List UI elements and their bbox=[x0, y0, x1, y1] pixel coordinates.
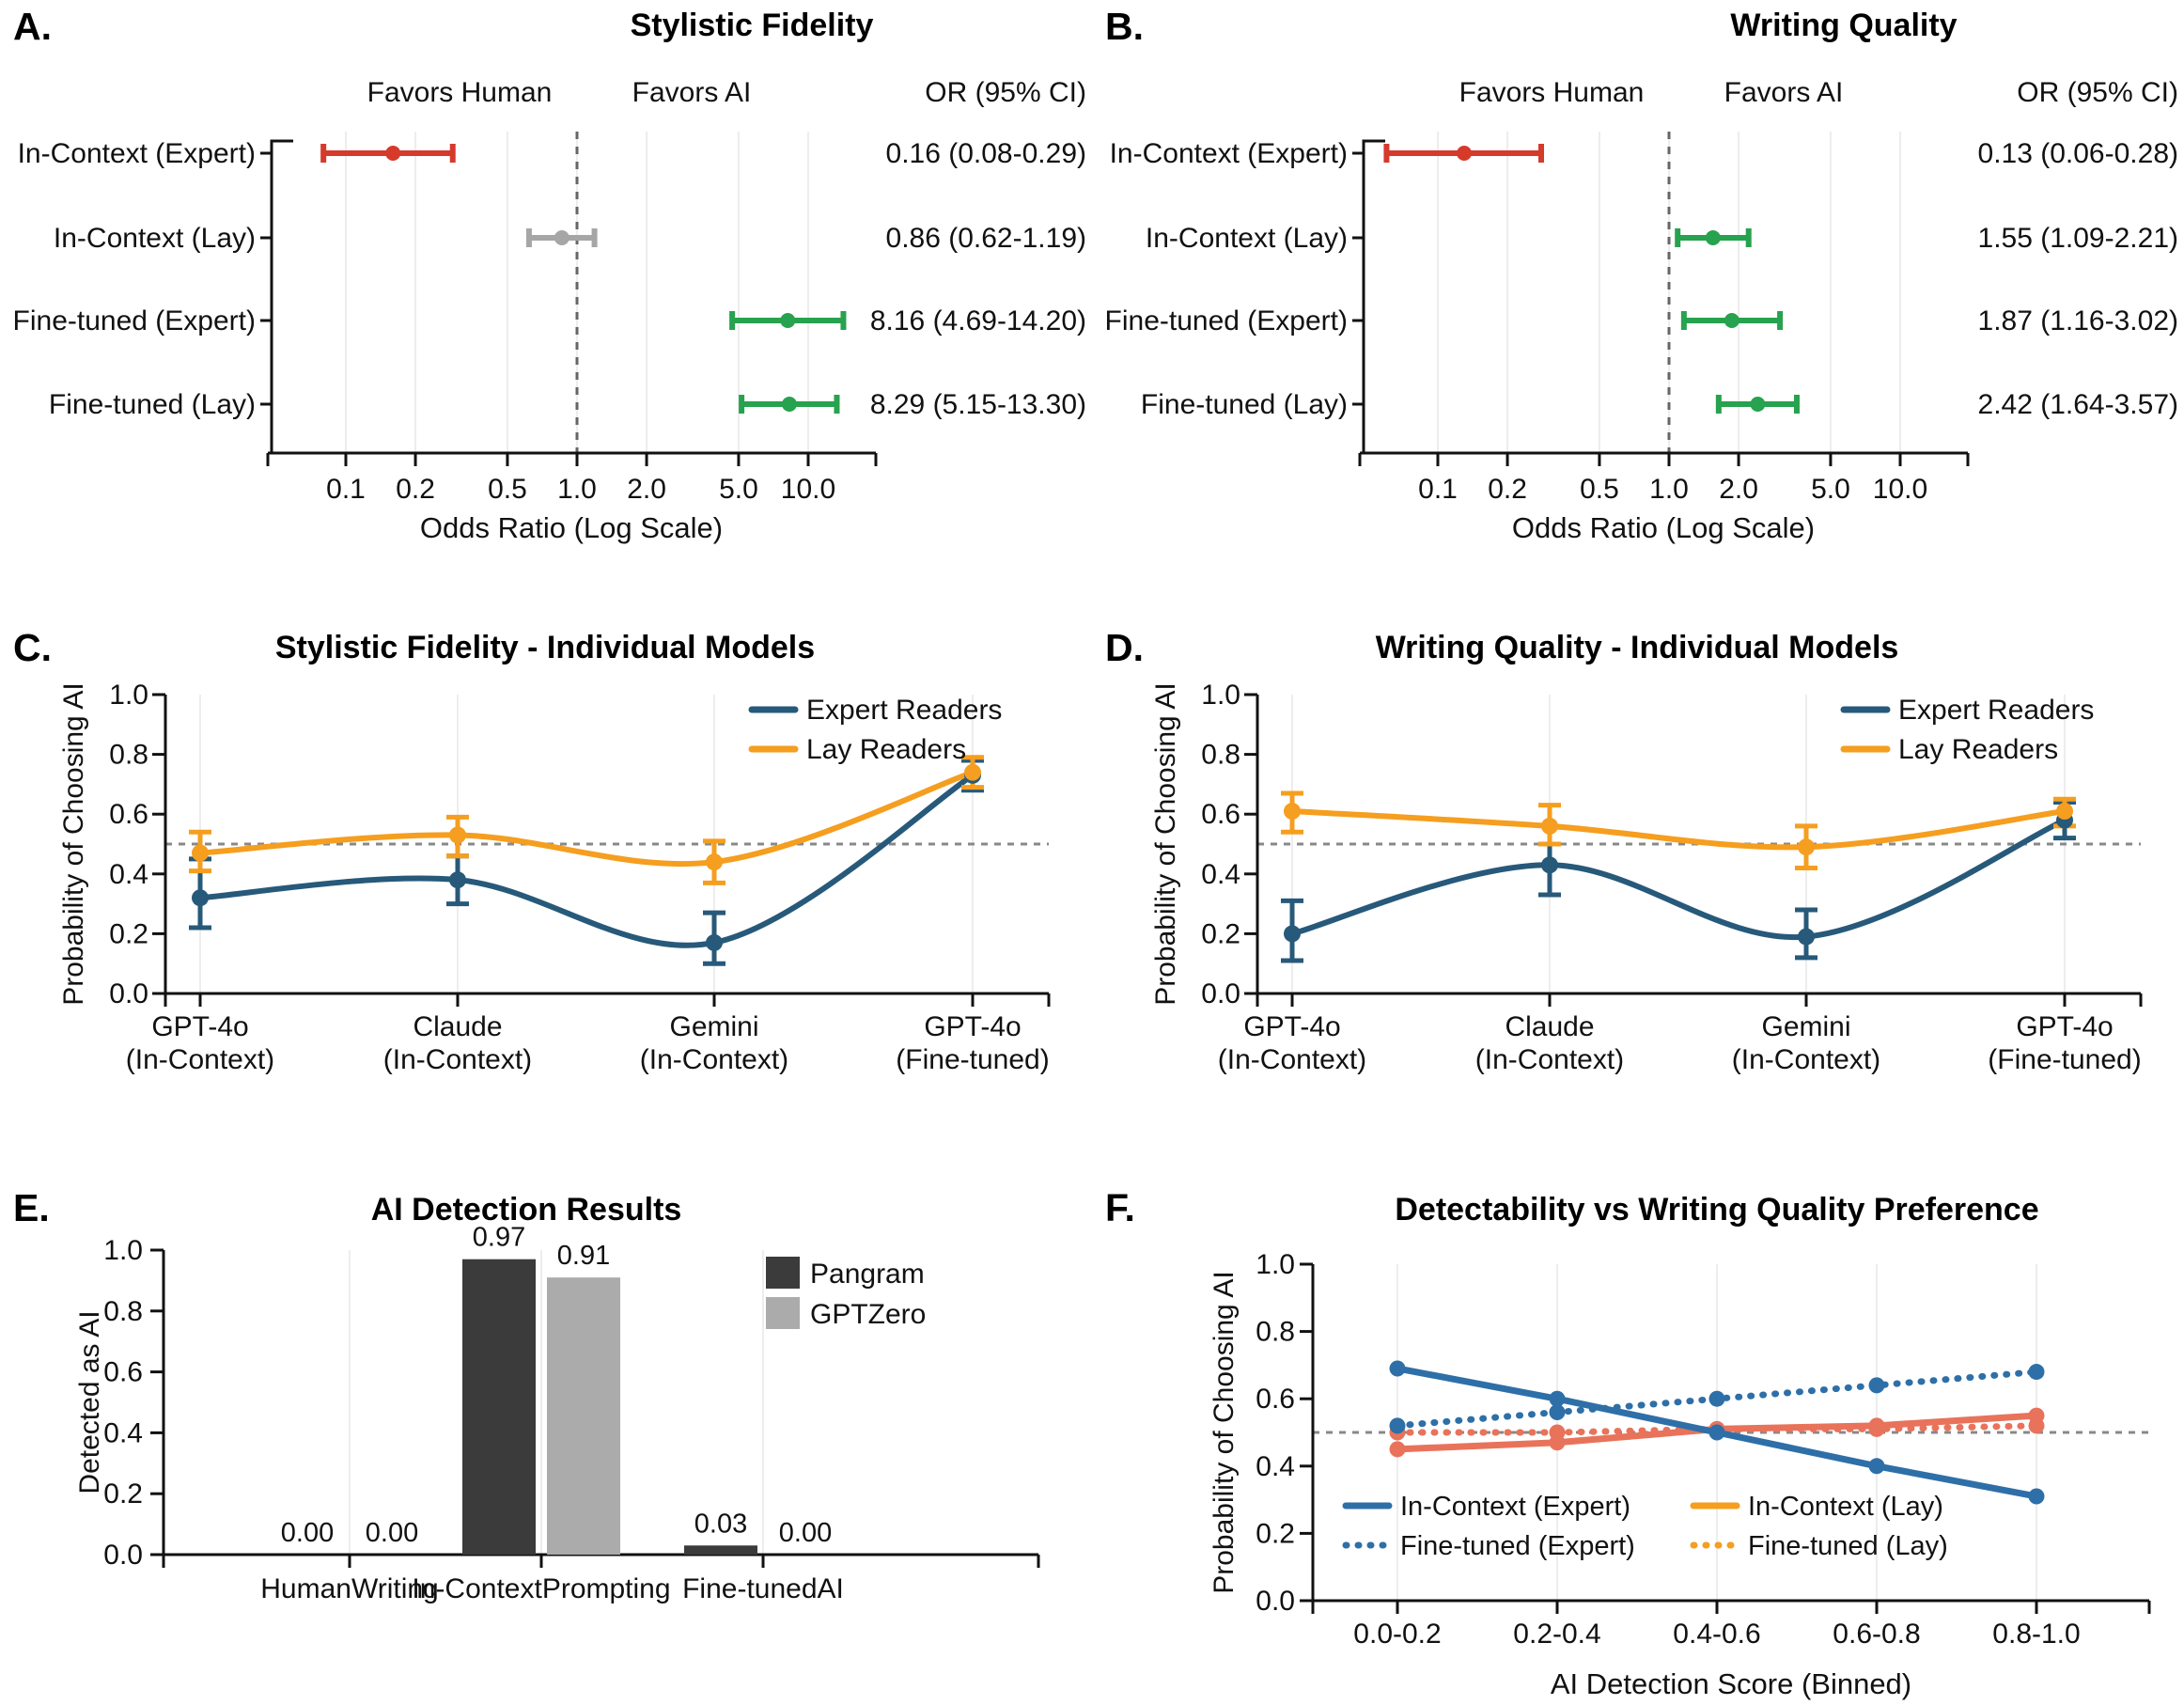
panel-letter-f: F. bbox=[1105, 1186, 1135, 1229]
legend-swatch bbox=[766, 1297, 800, 1329]
category-label: Gemini bbox=[669, 1011, 759, 1042]
y-tick-label: 0.0 bbox=[1256, 1586, 1295, 1617]
data-point bbox=[1869, 1377, 1885, 1393]
x-tick-label: 5.0 bbox=[719, 474, 758, 505]
forest-row bbox=[49, 389, 1086, 420]
category-label: (In-Context) bbox=[1731, 1044, 1881, 1075]
panel-c bbox=[0, 611, 1092, 1133]
data-point bbox=[1869, 1458, 1885, 1474]
legend bbox=[766, 1257, 926, 1330]
y-tick-label: 0.0 bbox=[109, 978, 148, 1009]
or-value: 1.87 (1.16-3.02) bbox=[1977, 305, 2178, 336]
x-tick-label: 2.0 bbox=[627, 474, 666, 505]
x-axis-label: AI Detection Score (Binned) bbox=[1550, 1667, 1912, 1700]
y-tick-label: 0.4 bbox=[109, 858, 148, 890]
bar-gptzero bbox=[547, 1277, 620, 1555]
data-point bbox=[192, 889, 209, 906]
line-chart-stylistic-fidelity-models bbox=[0, 611, 1092, 1133]
x-tick-label: 0.2 bbox=[1488, 474, 1527, 505]
row-label: In-Context (Lay) bbox=[53, 223, 256, 254]
data-point bbox=[2056, 803, 2073, 820]
data-point bbox=[2029, 1489, 2045, 1505]
forest-row bbox=[1110, 138, 2178, 169]
y-tick-label: 1.0 bbox=[1201, 680, 1240, 711]
data-point bbox=[1541, 818, 1558, 835]
data-point bbox=[706, 853, 723, 870]
category-label: GPT-4o bbox=[2016, 1011, 2114, 1042]
or-ci-header: OR (95% CI) bbox=[925, 77, 1086, 108]
bar-pangram bbox=[462, 1259, 536, 1555]
data-point bbox=[449, 871, 466, 888]
legend-label: Lay Readers bbox=[806, 734, 967, 765]
legend-label: Expert Readers bbox=[806, 695, 1003, 726]
forest-row bbox=[1105, 305, 2178, 336]
legend-label: Fine-tuned (Expert) bbox=[1400, 1531, 1635, 1561]
data-point bbox=[1709, 1425, 1725, 1441]
legend-label: Pangram bbox=[810, 1259, 925, 1290]
x-tick-label: 10.0 bbox=[1872, 474, 1928, 505]
data-point bbox=[1798, 929, 1815, 946]
data-point bbox=[1541, 856, 1558, 873]
data-point bbox=[964, 764, 981, 781]
category-label: (Fine-tuned) bbox=[896, 1044, 1050, 1075]
bar-value-label: 0.00 bbox=[365, 1518, 419, 1548]
row-label: In-Context (Lay) bbox=[1145, 223, 1348, 254]
panel-letter-d: D. bbox=[1105, 626, 1144, 669]
forest-row bbox=[1141, 389, 2178, 420]
data-point bbox=[192, 845, 209, 862]
x-tick-label: 0.5 bbox=[1580, 474, 1619, 505]
x-tick-label: 5.0 bbox=[1811, 474, 1850, 505]
panel-letter-e: E. bbox=[13, 1186, 50, 1229]
legend-label: In-Context (Expert) bbox=[1400, 1492, 1630, 1522]
panel-letter-c: C. bbox=[13, 626, 52, 669]
x-tick-label: 0.5 bbox=[488, 474, 527, 505]
x-tick-label: 0.1 bbox=[326, 474, 366, 505]
or-value: 0.16 (0.08-0.29) bbox=[885, 138, 1086, 169]
or-value: 0.13 (0.06-0.28) bbox=[1977, 138, 2178, 169]
data-point bbox=[1550, 1434, 1566, 1450]
y-axis-label: Detected as AI bbox=[74, 1310, 105, 1494]
data-point bbox=[1390, 1441, 1406, 1457]
y-tick-label: 0.2 bbox=[1256, 1518, 1295, 1550]
bin-label: 0.6-0.8 bbox=[1833, 1619, 1921, 1650]
x-tick-label: 2.0 bbox=[1719, 474, 1758, 505]
legend bbox=[1844, 695, 2094, 765]
y-tick-label: 0.8 bbox=[1201, 739, 1240, 771]
series-line bbox=[200, 773, 973, 864]
panel-title-d: Writing Quality - Individual Models bbox=[1375, 630, 1899, 665]
y-tick-label: 0.4 bbox=[103, 1417, 143, 1449]
category-label: Fine-tunedAI bbox=[682, 1573, 844, 1604]
panel-title-e: AI Detection Results bbox=[370, 1192, 682, 1228]
or-value: 8.29 (5.15-13.30) bbox=[869, 389, 1086, 420]
y-axis-label: Probability of Choosing AI bbox=[58, 682, 89, 1006]
panel-title-c: Stylistic Fidelity - Individual Models bbox=[274, 630, 816, 665]
panel-title-a: Stylistic Fidelity bbox=[630, 8, 874, 43]
y-tick-label: 0.8 bbox=[103, 1295, 143, 1327]
bar-value-label: 0.00 bbox=[280, 1518, 335, 1548]
x-axis-label: Odds Ratio (Log Scale) bbox=[419, 511, 724, 544]
bar-value-label: 0.00 bbox=[778, 1518, 833, 1548]
category-label: (In-Context) bbox=[1217, 1044, 1367, 1075]
data-point bbox=[1798, 838, 1815, 855]
legend-label: In-Context (Lay) bbox=[1748, 1492, 1943, 1522]
or-value: 0.86 (0.62-1.19) bbox=[885, 223, 1086, 254]
row-axis-bracket bbox=[1364, 141, 1385, 453]
y-tick-label: 0.6 bbox=[109, 799, 148, 831]
y-tick-label: 1.0 bbox=[103, 1235, 143, 1266]
panel-letter-a: A. bbox=[13, 5, 52, 48]
y-tick-label: 0.0 bbox=[103, 1540, 143, 1571]
binned-line-chart-detectability bbox=[1092, 1137, 2184, 1705]
y-tick-label: 0.6 bbox=[1201, 799, 1240, 831]
or-point bbox=[1750, 397, 1765, 412]
bin-label: 0.2-0.4 bbox=[1513, 1619, 1601, 1650]
series-line bbox=[200, 775, 973, 946]
y-tick-label: 0.6 bbox=[1256, 1384, 1295, 1416]
series-expert-readers bbox=[189, 760, 984, 963]
forest-chart-stylistic-fidelity bbox=[0, 0, 1092, 606]
bar-value-label: 0.03 bbox=[694, 1509, 748, 1540]
legend-label: GPTZero bbox=[810, 1299, 927, 1330]
series-expert-readers bbox=[1281, 802, 2076, 961]
or-ci-header: OR (95% CI) bbox=[2017, 77, 2178, 108]
or-point bbox=[780, 313, 795, 328]
panel-d bbox=[1092, 611, 2184, 1133]
x-tick-label: 0.1 bbox=[1418, 474, 1458, 505]
panel-a bbox=[0, 0, 1092, 606]
category-label: Gemini bbox=[1761, 1011, 1851, 1042]
category-label: (In-Context) bbox=[125, 1044, 275, 1075]
x-tick-label: 0.2 bbox=[396, 474, 435, 505]
y-tick-label: 0.0 bbox=[1201, 978, 1240, 1009]
bar-value-label: 0.97 bbox=[472, 1222, 526, 1253]
or-value: 1.55 (1.09-2.21) bbox=[1977, 223, 2178, 254]
legend-swatch bbox=[766, 1257, 800, 1289]
legend-label: Fine-tuned (Lay) bbox=[1748, 1531, 1948, 1561]
x-tick-label: 10.0 bbox=[780, 474, 836, 505]
data-point bbox=[1284, 803, 1301, 820]
x-tick-label: 1.0 bbox=[1649, 474, 1689, 505]
or-point bbox=[1706, 230, 1721, 245]
favors-human-header: Favors Human bbox=[367, 77, 553, 108]
forest-row bbox=[13, 305, 1086, 336]
data-point bbox=[1709, 1391, 1725, 1407]
data-point bbox=[706, 934, 723, 951]
panel-title-b: Writing Quality bbox=[1730, 8, 1958, 43]
panel-title-f: Detectability vs Writing Quality Preference bbox=[1395, 1192, 2039, 1228]
favors-ai-header: Favors AI bbox=[1724, 77, 1844, 108]
data-point bbox=[1390, 1360, 1406, 1376]
row-label: In-Context (Expert) bbox=[1109, 138, 1348, 169]
or-point bbox=[1457, 146, 1472, 161]
row-label: In-Context (Expert) bbox=[17, 138, 256, 169]
data-point bbox=[1550, 1391, 1566, 1407]
y-tick-label: 1.0 bbox=[1256, 1249, 1295, 1280]
legend-label: Expert Readers bbox=[1898, 695, 2095, 726]
y-tick-label: 0.8 bbox=[109, 739, 148, 771]
bin-label: 0.0-0.2 bbox=[1353, 1619, 1442, 1650]
category-label: (In-Context) bbox=[382, 1044, 533, 1075]
y-tick-label: 0.8 bbox=[1256, 1316, 1295, 1348]
data-point bbox=[2029, 1408, 2045, 1424]
y-tick-label: 0.4 bbox=[1201, 858, 1240, 890]
row-label: Fine-tuned (Expert) bbox=[1104, 305, 1348, 336]
or-point bbox=[385, 146, 400, 161]
category-label: In-ContextPrompting bbox=[412, 1573, 671, 1604]
row-label: Fine-tuned (Lay) bbox=[1140, 389, 1348, 420]
or-value: 2.42 (1.64-3.57) bbox=[1977, 389, 2178, 420]
y-axis-label: Probability of Choosing AI bbox=[1209, 1271, 1240, 1594]
series-lay-readers bbox=[189, 758, 984, 884]
category-label: (Fine-tuned) bbox=[1988, 1044, 2142, 1075]
x-axis-label: Odds Ratio (Log Scale) bbox=[1511, 511, 1816, 544]
forest-row bbox=[18, 138, 1086, 169]
line-chart-writing-quality-models bbox=[1092, 611, 2184, 1133]
row-label: Fine-tuned (Expert) bbox=[12, 305, 256, 336]
y-axis-label: Probability of Choosing AI bbox=[1150, 682, 1181, 1006]
legend bbox=[752, 695, 1002, 765]
y-tick-label: 0.2 bbox=[1201, 918, 1240, 950]
y-tick-label: 0.4 bbox=[1256, 1450, 1295, 1482]
series-lay-readers bbox=[1281, 793, 2076, 868]
data-point bbox=[1869, 1417, 1885, 1433]
category-label: (In-Context) bbox=[1474, 1044, 1625, 1075]
forest-chart-writing-quality bbox=[1092, 0, 2184, 606]
bar-pangram bbox=[684, 1545, 757, 1555]
bar-chart-ai-detection bbox=[0, 1137, 1092, 1705]
category-label: Claude bbox=[1505, 1011, 1595, 1042]
bin-label: 0.4-0.6 bbox=[1673, 1619, 1761, 1650]
row-axis-bracket bbox=[272, 141, 293, 453]
category-label: (In-Context) bbox=[639, 1044, 789, 1075]
legend-label: Lay Readers bbox=[1898, 734, 2059, 765]
favors-ai-header: Favors AI bbox=[632, 77, 752, 108]
or-point bbox=[782, 397, 797, 412]
y-tick-label: 0.6 bbox=[103, 1356, 143, 1388]
or-value: 8.16 (4.69-14.20) bbox=[869, 305, 1086, 336]
category-label: GPT-4o bbox=[924, 1011, 1022, 1042]
panel-f bbox=[1092, 1137, 2184, 1705]
panel-letter-b: B. bbox=[1105, 5, 1144, 48]
favors-human-header: Favors Human bbox=[1459, 77, 1645, 108]
legend bbox=[1346, 1492, 1948, 1561]
category-label: GPT-4o bbox=[151, 1011, 249, 1042]
data-point bbox=[1284, 925, 1301, 942]
forest-row bbox=[54, 223, 1086, 254]
series-line bbox=[1292, 811, 2065, 847]
category-label: GPT-4o bbox=[1243, 1011, 1341, 1042]
bin-label: 0.8-1.0 bbox=[1992, 1619, 2081, 1650]
category-label: Claude bbox=[413, 1011, 503, 1042]
data-point bbox=[449, 826, 466, 843]
or-point bbox=[1724, 313, 1739, 328]
bar-value-label: 0.91 bbox=[556, 1241, 611, 1272]
panel-b bbox=[1092, 0, 2184, 606]
row-label: Fine-tuned (Lay) bbox=[48, 389, 256, 420]
data-point bbox=[1390, 1417, 1406, 1433]
x-tick-label: 1.0 bbox=[557, 474, 597, 505]
forest-row bbox=[1146, 223, 2178, 254]
y-tick-label: 1.0 bbox=[109, 680, 148, 711]
y-tick-label: 0.2 bbox=[109, 918, 148, 950]
panel-e bbox=[0, 1137, 1092, 1705]
category-label: HumanWriting bbox=[260, 1573, 439, 1604]
data-point bbox=[2029, 1364, 2045, 1380]
or-point bbox=[554, 230, 569, 245]
y-tick-label: 0.2 bbox=[103, 1478, 143, 1510]
